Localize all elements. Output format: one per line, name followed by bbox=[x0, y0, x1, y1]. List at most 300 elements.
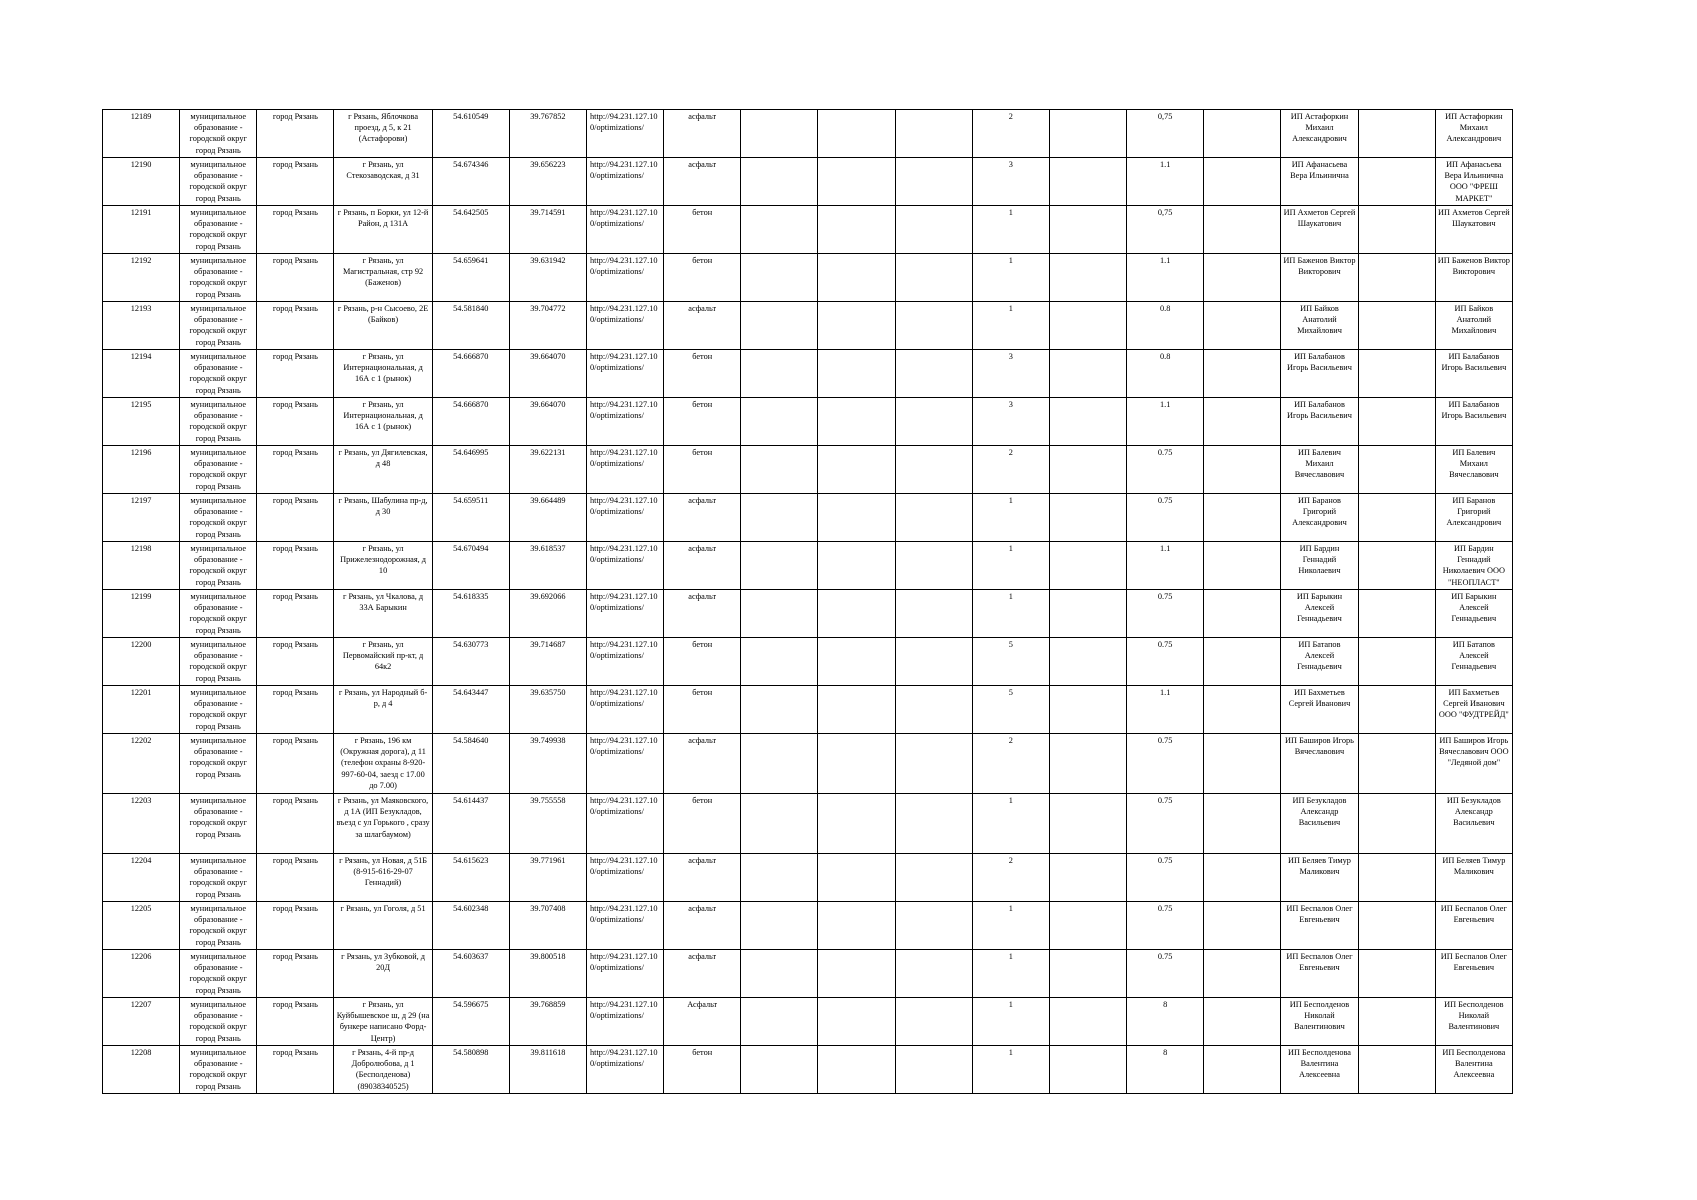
cell-settlement: город Рязань bbox=[257, 638, 334, 686]
cell-container-volume: 0,75 bbox=[1127, 110, 1204, 158]
cell-empty bbox=[741, 350, 818, 398]
cell-empty bbox=[741, 494, 818, 542]
cell-empty bbox=[741, 638, 818, 686]
table-row bbox=[103, 998, 1513, 1046]
cell-empty bbox=[1358, 854, 1435, 902]
cell-empty bbox=[818, 302, 895, 350]
cell-scheme-link: http://94.231.127.10 0/optimizations/ bbox=[586, 686, 663, 734]
cell-empty bbox=[1049, 902, 1126, 950]
cell-address: г Рязань, ул Магистральная, стр 92 (Баженов) bbox=[334, 254, 432, 302]
cell-latitude: 54.614437 bbox=[432, 794, 509, 854]
cell-address: г Рязань, ул Стекозаводская, д 31 bbox=[334, 158, 432, 206]
cell-surface-type: Асфальт bbox=[664, 998, 741, 1046]
cell-owner: ИП Астафоркин Михаил Александрович bbox=[1281, 110, 1358, 158]
cell-owner: ИП Бахметьев Сергей Иванович bbox=[1281, 686, 1358, 734]
cell-longitude: 39.618537 bbox=[509, 542, 586, 590]
cell-empty bbox=[895, 350, 972, 398]
cell-empty bbox=[741, 998, 818, 1046]
cell-empty bbox=[1049, 998, 1126, 1046]
cell-empty bbox=[1358, 446, 1435, 494]
cell-container-count: 2 bbox=[972, 734, 1049, 794]
cell-address: г Рязань, ул Новая, д 51Б (8-915-616-29-07 Геннадий) bbox=[334, 854, 432, 902]
cell-empty bbox=[895, 902, 972, 950]
cell-latitude: 54.674346 bbox=[432, 158, 509, 206]
cell-waste-source: ИП Ахметов Сергей Шаукатович bbox=[1435, 206, 1512, 254]
cell-empty bbox=[895, 1046, 972, 1094]
table-row bbox=[103, 854, 1513, 902]
cell-address: г Рязань, Шабулина пр-д, д 30 bbox=[334, 494, 432, 542]
cell-empty bbox=[1204, 590, 1281, 638]
cell-container-volume: 0.75 bbox=[1127, 734, 1204, 794]
cell-empty bbox=[1358, 638, 1435, 686]
cell-owner: ИП Бесполденова Валентина Алексеевна bbox=[1281, 1046, 1358, 1094]
cell-address: г Рязань, р-н Сысоево, 2Е (Байков) bbox=[334, 302, 432, 350]
cell-empty bbox=[1204, 254, 1281, 302]
cell-surface-type: бетон bbox=[664, 1046, 741, 1094]
cell-registry-number: 12191 bbox=[103, 206, 180, 254]
cell-settlement: город Рязань bbox=[257, 854, 334, 902]
cell-scheme-link: http://94.231.127.10 0/optimizations/ bbox=[586, 254, 663, 302]
cell-latitude: 54.603637 bbox=[432, 950, 509, 998]
cell-container-count: 2 bbox=[972, 110, 1049, 158]
cell-owner: ИП Батапов Алексей Геннадьевич bbox=[1281, 638, 1358, 686]
cell-container-count: 3 bbox=[972, 350, 1049, 398]
cell-empty bbox=[818, 110, 895, 158]
cell-municipality: муниципальное образование - городской округ город Рязань bbox=[180, 446, 257, 494]
cell-municipality: муниципальное образование - городской округ город Рязань bbox=[180, 158, 257, 206]
table-row bbox=[103, 902, 1513, 950]
cell-empty bbox=[741, 854, 818, 902]
cell-address: г Рязань, Яблочкова проезд, д 5, к 21 (Астафорови) bbox=[334, 110, 432, 158]
cell-container-volume: 0,75 bbox=[1127, 206, 1204, 254]
cell-empty bbox=[741, 398, 818, 446]
cell-surface-type: асфальт bbox=[664, 734, 741, 794]
cell-longitude: 39.664489 bbox=[509, 494, 586, 542]
cell-owner: ИП Байков Анатолий Михайлович bbox=[1281, 302, 1358, 350]
cell-settlement: город Рязань bbox=[257, 950, 334, 998]
cell-container-volume: 0.8 bbox=[1127, 302, 1204, 350]
cell-registry-number: 12193 bbox=[103, 302, 180, 350]
cell-scheme-link: http://94.231.127.10 0/optimizations/ bbox=[586, 398, 663, 446]
cell-empty bbox=[741, 734, 818, 794]
cell-empty bbox=[1358, 794, 1435, 854]
cell-address: г Рязань, ул Интернациональная, д 16А с 1 (рынок) bbox=[334, 398, 432, 446]
cell-container-count: 1 bbox=[972, 542, 1049, 590]
cell-container-volume: 0.75 bbox=[1127, 854, 1204, 902]
cell-empty bbox=[895, 254, 972, 302]
cell-longitude: 39.635750 bbox=[509, 686, 586, 734]
cell-address: г Рязань, ул Дягилевская, д 48 bbox=[334, 446, 432, 494]
cell-address: г Рязань, ул Интернациональная, д 16А с 1 (рынок) bbox=[334, 350, 432, 398]
cell-container-volume: 1.1 bbox=[1127, 254, 1204, 302]
cell-settlement: город Рязань bbox=[257, 158, 334, 206]
cell-address: г Рязань, ул Народный б-р, д 4 bbox=[334, 686, 432, 734]
table-row bbox=[103, 158, 1513, 206]
cell-latitude: 54.618335 bbox=[432, 590, 509, 638]
cell-settlement: город Рязань bbox=[257, 254, 334, 302]
cell-empty bbox=[1204, 794, 1281, 854]
cell-empty bbox=[1204, 854, 1281, 902]
cell-empty bbox=[895, 686, 972, 734]
cell-registry-number: 12190 bbox=[103, 158, 180, 206]
cell-settlement: город Рязань bbox=[257, 494, 334, 542]
cell-empty bbox=[895, 998, 972, 1046]
cell-longitude: 39.707408 bbox=[509, 902, 586, 950]
cell-owner: ИП Балабанов Игорь Васильевич bbox=[1281, 350, 1358, 398]
cell-scheme-link: http://94.231.127.10 0/optimizations/ bbox=[586, 734, 663, 794]
cell-settlement: город Рязань bbox=[257, 590, 334, 638]
cell-latitude: 54.581840 bbox=[432, 302, 509, 350]
cell-waste-source: ИП Барыкин Алексей Геннадьевич bbox=[1435, 590, 1512, 638]
cell-waste-source: ИП Бахметьев Сергей Иванович ООО "ФУДТРЕЙД" bbox=[1435, 686, 1512, 734]
cell-container-count: 2 bbox=[972, 854, 1049, 902]
cell-scheme-link: http://94.231.127.10 0/optimizations/ bbox=[586, 302, 663, 350]
cell-empty bbox=[818, 794, 895, 854]
cell-empty bbox=[1358, 734, 1435, 794]
cell-address: г Рязань, 4-й пр-д Добролюбова, д 1 (Бесполденова) (89038340525) bbox=[334, 1046, 432, 1094]
cell-container-volume: 0.75 bbox=[1127, 902, 1204, 950]
cell-waste-source: ИП Бесполденова Валентина Алексеевна bbox=[1435, 1046, 1512, 1094]
cell-surface-type: асфальт bbox=[664, 950, 741, 998]
cell-municipality: муниципальное образование - городской округ город Рязань bbox=[180, 350, 257, 398]
cell-latitude: 54.646995 bbox=[432, 446, 509, 494]
cell-registry-number: 12195 bbox=[103, 398, 180, 446]
cell-surface-type: бетон bbox=[664, 446, 741, 494]
cell-municipality: муниципальное образование - городской округ город Рязань bbox=[180, 998, 257, 1046]
table-row bbox=[103, 398, 1513, 446]
cell-empty bbox=[741, 110, 818, 158]
cell-owner: ИП Беспалов Олег Евгеньевич bbox=[1281, 902, 1358, 950]
cell-empty bbox=[741, 794, 818, 854]
table-row bbox=[103, 254, 1513, 302]
cell-surface-type: бетон bbox=[664, 638, 741, 686]
cell-settlement: город Рязань bbox=[257, 302, 334, 350]
cell-container-volume: 0.8 bbox=[1127, 350, 1204, 398]
cell-waste-source: ИП Балевич Михаил Вячеславович bbox=[1435, 446, 1512, 494]
cell-empty bbox=[1358, 398, 1435, 446]
cell-latitude: 54.659511 bbox=[432, 494, 509, 542]
cell-empty bbox=[1358, 494, 1435, 542]
cell-address: г Рязань, п Борки, ул 12-й Район, д 131А bbox=[334, 206, 432, 254]
cell-registry-number: 12196 bbox=[103, 446, 180, 494]
cell-municipality: муниципальное образование - городской округ город Рязань bbox=[180, 110, 257, 158]
cell-scheme-link: http://94.231.127.10 0/optimizations/ bbox=[586, 350, 663, 398]
cell-address: г Рязань, ул Прижелезнодорожная, д 10 bbox=[334, 542, 432, 590]
cell-surface-type: асфальт bbox=[664, 902, 741, 950]
cell-waste-source: ИП Беспалов Олег Евгеньевич bbox=[1435, 950, 1512, 998]
cell-empty bbox=[1204, 158, 1281, 206]
cell-empty bbox=[1358, 686, 1435, 734]
cell-empty bbox=[895, 854, 972, 902]
cell-container-volume: 0.75 bbox=[1127, 590, 1204, 638]
cell-container-volume: 0.75 bbox=[1127, 638, 1204, 686]
cell-registry-number: 12189 bbox=[103, 110, 180, 158]
cell-empty bbox=[1049, 350, 1126, 398]
cell-address: г Рязань, ул Гоголя, д 51 bbox=[334, 902, 432, 950]
cell-waste-source: ИП Баранов Григорий Александрович bbox=[1435, 494, 1512, 542]
cell-settlement: город Рязань bbox=[257, 206, 334, 254]
cell-latitude: 54.596675 bbox=[432, 998, 509, 1046]
cell-settlement: город Рязань bbox=[257, 902, 334, 950]
cell-longitude: 39.768859 bbox=[509, 998, 586, 1046]
cell-latitude: 54.580898 bbox=[432, 1046, 509, 1094]
cell-container-count: 1 bbox=[972, 494, 1049, 542]
cell-municipality: муниципальное образование - городской округ город Рязань bbox=[180, 794, 257, 854]
cell-empty bbox=[741, 902, 818, 950]
cell-container-count: 1 bbox=[972, 794, 1049, 854]
cell-empty bbox=[741, 542, 818, 590]
table-row bbox=[103, 734, 1513, 794]
cell-empty bbox=[1358, 254, 1435, 302]
cell-container-volume: 0.75 bbox=[1127, 794, 1204, 854]
cell-empty bbox=[1204, 638, 1281, 686]
cell-settlement: город Рязань bbox=[257, 1046, 334, 1094]
cell-empty bbox=[741, 446, 818, 494]
cell-empty bbox=[741, 1046, 818, 1094]
cell-container-volume: 8 bbox=[1127, 1046, 1204, 1094]
cell-owner: ИП Беляев Тимур Маликович bbox=[1281, 854, 1358, 902]
cell-empty bbox=[1049, 254, 1126, 302]
cell-empty bbox=[1049, 950, 1126, 998]
cell-empty bbox=[818, 158, 895, 206]
cell-empty bbox=[895, 794, 972, 854]
cell-empty bbox=[1358, 110, 1435, 158]
cell-waste-source: ИП Афанасьева Вера Ильинична ООО "ФРЕШ МАРКЕТ" bbox=[1435, 158, 1512, 206]
cell-waste-source: ИП Балабанов Игорь Васильевич bbox=[1435, 398, 1512, 446]
cell-surface-type: асфальт bbox=[664, 542, 741, 590]
cell-container-volume: 0.75 bbox=[1127, 446, 1204, 494]
cell-container-volume: 0.75 bbox=[1127, 950, 1204, 998]
cell-container-count: 2 bbox=[972, 446, 1049, 494]
cell-municipality: муниципальное образование - городской округ город Рязань bbox=[180, 902, 257, 950]
cell-waste-source: ИП Балабанов Игорь Васильевич bbox=[1435, 350, 1512, 398]
cell-container-count: 1 bbox=[972, 590, 1049, 638]
cell-longitude: 39.622131 bbox=[509, 446, 586, 494]
cell-address: г Рязань, ул Зубковой, д 20Д bbox=[334, 950, 432, 998]
cell-surface-type: бетон bbox=[664, 794, 741, 854]
cell-empty bbox=[1049, 158, 1126, 206]
table-row bbox=[103, 590, 1513, 638]
cell-scheme-link: http://94.231.127.10 0/optimizations/ bbox=[586, 950, 663, 998]
cell-latitude: 54.642505 bbox=[432, 206, 509, 254]
cell-empty bbox=[1358, 950, 1435, 998]
cell-container-volume: 8 bbox=[1127, 998, 1204, 1046]
cell-waste-source: ИП Астафоркин Михаил Александрович bbox=[1435, 110, 1512, 158]
cell-owner: ИП Афанасьева Вера Ильинична bbox=[1281, 158, 1358, 206]
cell-longitude: 39.771961 bbox=[509, 854, 586, 902]
table-row bbox=[103, 638, 1513, 686]
table-row bbox=[103, 494, 1513, 542]
cell-municipality: муниципальное образование - городской округ город Рязань bbox=[180, 854, 257, 902]
cell-empty bbox=[1049, 854, 1126, 902]
cell-empty bbox=[1204, 398, 1281, 446]
cell-longitude: 39.811618 bbox=[509, 1046, 586, 1094]
cell-empty bbox=[895, 638, 972, 686]
table-row bbox=[103, 1046, 1513, 1094]
cell-municipality: муниципальное образование - городской округ город Рязань bbox=[180, 734, 257, 794]
cell-container-count: 1 bbox=[972, 902, 1049, 950]
cell-longitude: 39.749938 bbox=[509, 734, 586, 794]
cell-longitude: 39.692066 bbox=[509, 590, 586, 638]
cell-municipality: муниципальное образование - городской округ город Рязань bbox=[180, 638, 257, 686]
table-row bbox=[103, 446, 1513, 494]
cell-container-volume: 1.1 bbox=[1127, 398, 1204, 446]
table-row bbox=[103, 542, 1513, 590]
cell-empty bbox=[818, 542, 895, 590]
cell-longitude: 39.800518 bbox=[509, 950, 586, 998]
cell-registry-number: 12206 bbox=[103, 950, 180, 998]
cell-empty bbox=[741, 254, 818, 302]
cell-empty bbox=[1358, 1046, 1435, 1094]
registry-table bbox=[102, 109, 1513, 1094]
cell-registry-number: 12194 bbox=[103, 350, 180, 398]
cell-longitude: 39.631942 bbox=[509, 254, 586, 302]
cell-container-count: 5 bbox=[972, 686, 1049, 734]
cell-empty bbox=[1204, 302, 1281, 350]
cell-scheme-link: http://94.231.127.10 0/optimizations/ bbox=[586, 110, 663, 158]
cell-latitude: 54.630773 bbox=[432, 638, 509, 686]
cell-latitude: 54.610549 bbox=[432, 110, 509, 158]
cell-address: г Рязань, 196 км (Окружная дорога), д 11 (телефон охраны 8-920-997-60-04, заезд с 17.00 до 7.00) bbox=[334, 734, 432, 794]
cell-latitude: 54.615623 bbox=[432, 854, 509, 902]
cell-owner: ИП Бардин Геннадий Николаевич bbox=[1281, 542, 1358, 590]
cell-empty bbox=[1358, 350, 1435, 398]
cell-registry-number: 12199 bbox=[103, 590, 180, 638]
cell-empty bbox=[818, 686, 895, 734]
cell-empty bbox=[895, 734, 972, 794]
cell-empty bbox=[895, 302, 972, 350]
cell-latitude: 54.659641 bbox=[432, 254, 509, 302]
cell-waste-source: ИП Беляев Тимур Маликович bbox=[1435, 854, 1512, 902]
cell-settlement: город Рязань bbox=[257, 446, 334, 494]
cell-empty bbox=[818, 1046, 895, 1094]
table-row bbox=[103, 110, 1513, 158]
cell-owner: ИП Балабанов Игорь Васильевич bbox=[1281, 398, 1358, 446]
cell-scheme-link: http://94.231.127.10 0/optimizations/ bbox=[586, 158, 663, 206]
cell-registry-number: 12203 bbox=[103, 794, 180, 854]
cell-surface-type: бетон bbox=[664, 254, 741, 302]
cell-empty bbox=[895, 950, 972, 998]
cell-container-count: 1 bbox=[972, 1046, 1049, 1094]
cell-latitude: 54.602348 bbox=[432, 902, 509, 950]
cell-container-volume: 1.1 bbox=[1127, 542, 1204, 590]
cell-scheme-link: http://94.231.127.10 0/optimizations/ bbox=[586, 590, 663, 638]
cell-empty bbox=[818, 638, 895, 686]
cell-empty bbox=[818, 998, 895, 1046]
cell-latitude: 54.666870 bbox=[432, 350, 509, 398]
cell-municipality: муниципальное образование - городской округ город Рязань bbox=[180, 686, 257, 734]
cell-surface-type: асфальт bbox=[664, 494, 741, 542]
cell-registry-number: 12192 bbox=[103, 254, 180, 302]
table-row bbox=[103, 206, 1513, 254]
cell-latitude: 54.670494 bbox=[432, 542, 509, 590]
cell-empty bbox=[1049, 1046, 1126, 1094]
cell-owner: ИП Беспалов Олег Евгеньевич bbox=[1281, 950, 1358, 998]
cell-empty bbox=[818, 446, 895, 494]
cell-container-count: 5 bbox=[972, 638, 1049, 686]
cell-surface-type: асфальт bbox=[664, 590, 741, 638]
cell-empty bbox=[1204, 206, 1281, 254]
cell-longitude: 39.714591 bbox=[509, 206, 586, 254]
cell-surface-type: бетон bbox=[664, 350, 741, 398]
cell-longitude: 39.656223 bbox=[509, 158, 586, 206]
cell-empty bbox=[1049, 446, 1126, 494]
cell-address: г Рязань, ул Куйбышевское ш, д 29 (на бункере написано Форд-Центр) bbox=[334, 998, 432, 1046]
cell-surface-type: асфальт bbox=[664, 302, 741, 350]
cell-settlement: город Рязань bbox=[257, 398, 334, 446]
cell-container-count: 1 bbox=[972, 950, 1049, 998]
cell-empty bbox=[818, 350, 895, 398]
cell-empty bbox=[895, 446, 972, 494]
cell-registry-number: 12207 bbox=[103, 998, 180, 1046]
cell-empty bbox=[1204, 1046, 1281, 1094]
cell-empty bbox=[1049, 734, 1126, 794]
cell-latitude: 54.584640 bbox=[432, 734, 509, 794]
cell-scheme-link: http://94.231.127.10 0/optimizations/ bbox=[586, 1046, 663, 1094]
cell-empty bbox=[1049, 590, 1126, 638]
cell-empty bbox=[818, 494, 895, 542]
cell-municipality: муниципальное образование - городской округ город Рязань bbox=[180, 302, 257, 350]
cell-empty bbox=[1358, 158, 1435, 206]
cell-waste-source: ИП Байков Анатолий Михайлович bbox=[1435, 302, 1512, 350]
cell-scheme-link: http://94.231.127.10 0/optimizations/ bbox=[586, 794, 663, 854]
cell-empty bbox=[895, 590, 972, 638]
cell-empty bbox=[1358, 590, 1435, 638]
cell-empty bbox=[1204, 494, 1281, 542]
cell-empty bbox=[895, 110, 972, 158]
cell-container-volume: 1.1 bbox=[1127, 686, 1204, 734]
cell-container-count: 1 bbox=[972, 254, 1049, 302]
cell-settlement: город Рязань bbox=[257, 686, 334, 734]
cell-empty bbox=[1049, 638, 1126, 686]
cell-empty bbox=[1204, 902, 1281, 950]
cell-scheme-link: http://94.231.127.10 0/optimizations/ bbox=[586, 206, 663, 254]
cell-longitude: 39.767852 bbox=[509, 110, 586, 158]
cell-address: г Рязань, ул Чкалова, д 33А Барыкин bbox=[334, 590, 432, 638]
cell-empty bbox=[1049, 794, 1126, 854]
cell-scheme-link: http://94.231.127.10 0/optimizations/ bbox=[586, 542, 663, 590]
cell-registry-number: 12200 bbox=[103, 638, 180, 686]
cell-settlement: город Рязань bbox=[257, 734, 334, 794]
cell-longitude: 39.664070 bbox=[509, 398, 586, 446]
cell-empty bbox=[818, 950, 895, 998]
cell-empty bbox=[1204, 950, 1281, 998]
table-row bbox=[103, 350, 1513, 398]
cell-container-volume: 1.1 bbox=[1127, 158, 1204, 206]
cell-surface-type: асфальт bbox=[664, 110, 741, 158]
cell-latitude: 54.643447 bbox=[432, 686, 509, 734]
cell-settlement: город Рязань bbox=[257, 998, 334, 1046]
cell-container-count: 1 bbox=[972, 302, 1049, 350]
cell-municipality: муниципальное образование - городской округ город Рязань bbox=[180, 542, 257, 590]
cell-settlement: город Рязань bbox=[257, 110, 334, 158]
cell-empty bbox=[895, 398, 972, 446]
cell-empty bbox=[818, 902, 895, 950]
cell-scheme-link: http://94.231.127.10 0/optimizations/ bbox=[586, 446, 663, 494]
cell-empty bbox=[741, 206, 818, 254]
cell-registry-number: 12201 bbox=[103, 686, 180, 734]
cell-municipality: муниципальное образование - городской округ город Рязань bbox=[180, 590, 257, 638]
cell-owner: ИП Безукладов Александр Васильевич bbox=[1281, 794, 1358, 854]
cell-longitude: 39.714687 bbox=[509, 638, 586, 686]
cell-municipality: муниципальное образование - городской округ город Рязань bbox=[180, 254, 257, 302]
cell-surface-type: бетон bbox=[664, 206, 741, 254]
cell-empty bbox=[895, 206, 972, 254]
cell-container-count: 3 bbox=[972, 158, 1049, 206]
cell-waste-source: ИП Баширов Игорь Вячеславович ООО "Ледяной дом" bbox=[1435, 734, 1512, 794]
cell-empty bbox=[818, 254, 895, 302]
cell-empty bbox=[1049, 302, 1126, 350]
